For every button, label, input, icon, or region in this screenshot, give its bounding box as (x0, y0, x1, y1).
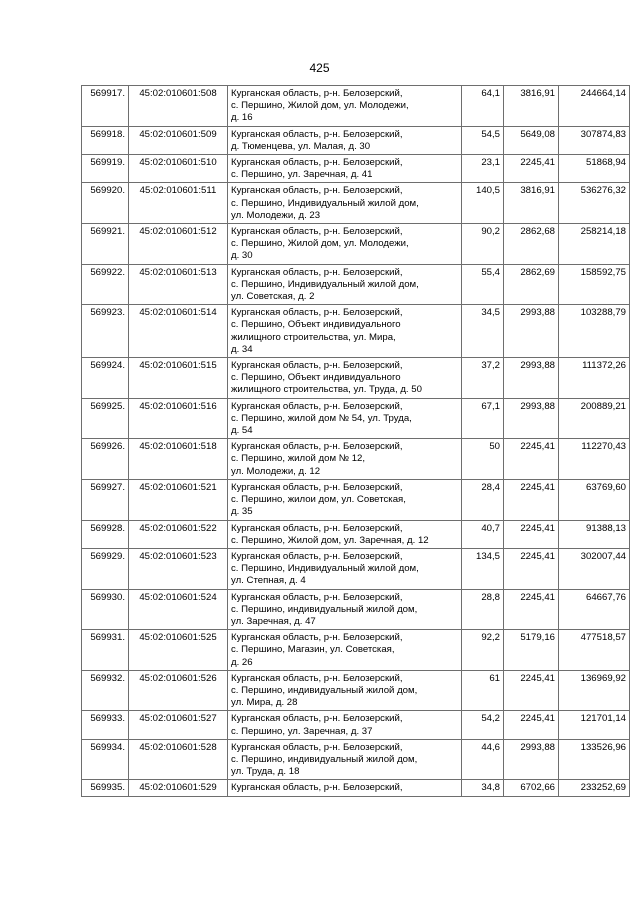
cadastral-value-cell: 200889,21 (559, 398, 630, 439)
cadastral-number-cell: 45:02:010601:526 (129, 670, 228, 711)
table-row (82, 305, 630, 358)
row-number-cell: 569927. (82, 479, 129, 520)
area-cell: 90,2 (462, 224, 504, 265)
row-number-cell: 569934. (82, 739, 129, 780)
table-row (82, 711, 630, 739)
address-line: Курганская область, р-н. Белозерский, (231, 782, 403, 794)
table-row (82, 548, 630, 589)
cadastral-value-cell: 477518,57 (559, 630, 630, 671)
table-row (82, 520, 630, 548)
row-number-cell: 569932. (82, 670, 129, 711)
table-row (82, 224, 630, 265)
table-row (82, 86, 630, 127)
address-line: Курганская область, р-н. Белозерский, (231, 591, 403, 603)
cadastral-number-cell: 45:02:010601:529 (129, 780, 228, 796)
address-line: Курганская область, р-н. Белозерский, (231, 400, 403, 412)
address-line: с. Першино, индивидуальный жилой дом, (231, 684, 418, 696)
address-line: с. Першино, индивидуальный жилой дом, (231, 603, 418, 615)
address-line: с. Першино, ул. Заречная, д. 41 (231, 169, 373, 181)
area-cell: 40,7 (462, 520, 504, 548)
area-cell: 34,8 (462, 780, 504, 796)
cadastral-value-cell: 63769,60 (559, 479, 630, 520)
row-number-cell: 569917. (82, 86, 129, 127)
address-line: Курганская область, р-н. Белозерский, (231, 481, 403, 493)
row-number-cell: 569924. (82, 358, 129, 399)
address-cell (228, 780, 462, 796)
cadastral-number-cell: 45:02:010601:514 (129, 305, 228, 358)
row-number-cell: 569929. (82, 548, 129, 589)
area-cell: 140,5 (462, 183, 504, 224)
address-cell (228, 711, 462, 739)
address-line: с. Першино, Магазин, ул. Советская, (231, 644, 395, 656)
address-line: с. Першино, Индивидуальный жилой дом, (231, 278, 419, 290)
row-number-cell: 569930. (82, 589, 129, 630)
cadastral-value-cell: 91388,13 (559, 520, 630, 548)
cadastral-value-cell: 244664,14 (559, 86, 630, 127)
address-line: д. 30 (231, 250, 253, 262)
address-line: жилищного строительства, ул. Мира, (231, 331, 396, 343)
address-line: с. Першино, Жилой дом, ул. Молодежи, (231, 238, 409, 250)
specific-value-cell: 2993,88 (504, 305, 559, 358)
table-body (82, 86, 630, 797)
row-number-cell: 569931. (82, 630, 129, 671)
row-number-cell: 569928. (82, 520, 129, 548)
cadastral-value-cell: 64667,76 (559, 589, 630, 630)
specific-value-cell: 5179,16 (504, 630, 559, 671)
row-number-cell: 569921. (82, 224, 129, 265)
row-number-cell: 569926. (82, 439, 129, 480)
address-line: Курганская область, р-н. Белозерский, (231, 741, 403, 753)
specific-value-cell: 6702,66 (504, 780, 559, 796)
address-line: с. Першино, Индивидуальный жилой дом, (231, 197, 419, 209)
cadastral-value-cell: 158592,75 (559, 264, 630, 305)
cadastral-number-cell: 45:02:010601:512 (129, 224, 228, 265)
row-number-cell: 569922. (82, 264, 129, 305)
address-cell (228, 86, 462, 127)
address-line: Курганская область, р-н. Белозерский, (231, 441, 403, 453)
specific-value-cell: 5649,08 (504, 126, 559, 154)
cadastral-number-cell: 45:02:010601:528 (129, 739, 228, 780)
address-line: д. 16 (231, 112, 253, 124)
page-number: 425 (309, 61, 330, 75)
address-line: ул. Труда, д. 18 (231, 766, 300, 778)
row-number-cell: 569925. (82, 398, 129, 439)
table-row (82, 670, 630, 711)
address-cell (228, 305, 462, 358)
area-cell: 134,5 (462, 548, 504, 589)
cadastral-number-cell: 45:02:010601:522 (129, 520, 228, 548)
address-line: ул. Молодежи, д. 23 (231, 209, 321, 221)
area-cell: 54,5 (462, 126, 504, 154)
area-cell: 61 (462, 670, 504, 711)
address-line: Курганская область, р-н. Белозерский, (231, 632, 403, 644)
address-cell (228, 670, 462, 711)
specific-value-cell: 2862,68 (504, 224, 559, 265)
address-line: ул. Советская, д. 2 (231, 291, 315, 303)
cadastral-value-cell: 51868,94 (559, 155, 630, 183)
specific-value-cell: 2993,88 (504, 739, 559, 780)
table-row (82, 398, 630, 439)
address-line: с. Першино, индивидуальный жилой дом, (231, 753, 418, 765)
area-cell: 92,2 (462, 630, 504, 671)
specific-value-cell: 2245,41 (504, 670, 559, 711)
address-cell (228, 548, 462, 589)
cadastral-number-cell: 45:02:010601:515 (129, 358, 228, 399)
area-cell: 55,4 (462, 264, 504, 305)
specific-value-cell: 2862,69 (504, 264, 559, 305)
address-cell (228, 630, 462, 671)
area-cell: 23,1 (462, 155, 504, 183)
address-line: д. 35 (231, 506, 253, 518)
table-row (82, 479, 630, 520)
cadastral-value-cell: 111372,26 (559, 358, 630, 399)
address-cell (228, 589, 462, 630)
address-line: Курганская область, р-н. Белозерский, (231, 88, 403, 99)
address-cell (228, 520, 462, 548)
cadastral-value-cell: 536276,32 (559, 183, 630, 224)
address-line: с. Першино, жилой дом № 12, (231, 453, 366, 465)
row-number-cell: 569918. (82, 126, 129, 154)
cadastral-number-cell: 45:02:010601:509 (129, 126, 228, 154)
area-cell: 50 (462, 439, 504, 480)
specific-value-cell: 2245,41 (504, 589, 559, 630)
address-line: Курганская область, р-н. Белозерский, (231, 672, 403, 684)
address-line: с. Першино, ул. Заречная, д. 37 (231, 725, 373, 737)
specific-value-cell: 3816,91 (504, 183, 559, 224)
table-row (82, 630, 630, 671)
address-cell (228, 224, 462, 265)
specific-value-cell: 3816,91 (504, 86, 559, 127)
cadastral-value-cell: 136969,92 (559, 670, 630, 711)
area-cell: 44,6 (462, 739, 504, 780)
table-row (82, 264, 630, 305)
cadastral-number-cell: 45:02:010601:523 (129, 548, 228, 589)
address-line: Курганская область, р-н. Белозерский, (231, 307, 403, 319)
address-line: ул. Мира, д. 28 (231, 697, 298, 709)
cadastral-number-cell: 45:02:010601:513 (129, 264, 228, 305)
address-line: Курганская область, р-н. Белозерский, (231, 360, 403, 372)
cadastral-value-table (81, 85, 630, 797)
address-cell (228, 439, 462, 480)
address-line: д. Тюменцева, ул. Малая, д. 30 (231, 140, 371, 152)
address-cell (228, 183, 462, 224)
address-line: с. Першино, Объект индивидуального (231, 372, 401, 384)
address-line: д. 54 (231, 425, 253, 437)
specific-value-cell: 2245,41 (504, 479, 559, 520)
cadastral-value-cell: 233252,69 (559, 780, 630, 796)
address-line: Курганская область, р-н. Белозерский, (231, 522, 403, 534)
address-line: д. 26 (231, 656, 253, 668)
address-line: Курганская область, р-н. Белозерский, (231, 226, 403, 238)
area-cell: 37,2 (462, 358, 504, 399)
table-row (82, 739, 630, 780)
cadastral-number-cell: 45:02:010601:510 (129, 155, 228, 183)
cadastral-value-cell: 103288,79 (559, 305, 630, 358)
address-line: Курганская область, р-н. Белозерский, (231, 128, 403, 140)
address-line: с. Першино, Жилой дом, ул. Заречная, д. 12 (231, 534, 429, 546)
specific-value-cell: 2993,88 (504, 398, 559, 439)
cadastral-value-cell: 302007,44 (559, 548, 630, 589)
address-line: с. Першино, Жилой дом, ул. Молодежи, (231, 100, 409, 112)
table-row (82, 589, 630, 630)
area-cell: 34,5 (462, 305, 504, 358)
address-line: с. Першино, жилои дом, ул. Советская, (231, 494, 406, 506)
table-row (82, 183, 630, 224)
row-number-cell: 569919. (82, 155, 129, 183)
row-number-cell: 569920. (82, 183, 129, 224)
cadastral-number-cell: 45:02:010601:518 (129, 439, 228, 480)
address-line: ул. Заречная, д. 47 (231, 615, 316, 627)
cadastral-number-cell: 45:02:010601:508 (129, 86, 228, 127)
address-line: ул. Молодежи, д. 12 (231, 465, 321, 477)
table-row (82, 780, 630, 796)
specific-value-cell: 2245,41 (504, 155, 559, 183)
address-line: д. 34 (231, 343, 253, 355)
cadastral-number-cell: 45:02:010601:511 (129, 183, 228, 224)
address-cell (228, 479, 462, 520)
row-number-cell: 569933. (82, 711, 129, 739)
cadastral-value-cell: 112270,43 (559, 439, 630, 480)
table-row (82, 439, 630, 480)
address-line: с. Першино, Индивидуальный жилой дом, (231, 563, 419, 575)
address-cell (228, 398, 462, 439)
address-line: с. Першино, жилой дом № 54, ул. Труда, (231, 412, 412, 424)
cadastral-value-cell: 121701,14 (559, 711, 630, 739)
table-row (82, 155, 630, 183)
address-cell (228, 264, 462, 305)
row-number-cell: 569923. (82, 305, 129, 358)
cadastral-number-cell: 45:02:010601:525 (129, 630, 228, 671)
specific-value-cell: 2245,41 (504, 439, 559, 480)
address-line: Курганская область, р-н. Белозерский, (231, 550, 403, 562)
cadastral-value-cell: 133526,96 (559, 739, 630, 780)
cadastral-value-cell: 258214,18 (559, 224, 630, 265)
cadastral-number-cell: 45:02:010601:527 (129, 711, 228, 739)
area-cell: 67,1 (462, 398, 504, 439)
area-cell: 64,1 (462, 86, 504, 127)
specific-value-cell: 2245,41 (504, 548, 559, 589)
row-number-cell: 569935. (82, 780, 129, 796)
address-cell (228, 358, 462, 399)
specific-value-cell: 2245,41 (504, 711, 559, 739)
address-line: ул. Степная, д. 4 (231, 575, 306, 587)
cadastral-number-cell: 45:02:010601:521 (129, 479, 228, 520)
address-line: жилищного строительства, ул. Труда, д. 50 (231, 384, 422, 396)
specific-value-cell: 2993,88 (504, 358, 559, 399)
address-line: Курганская область, р-н. Белозерский, (231, 266, 403, 278)
address-line: Курганская область, р-н. Белозерский, (231, 185, 403, 197)
address-line: Курганская область, р-н. Белозерский, (231, 157, 403, 169)
specific-value-cell: 2245,41 (504, 520, 559, 548)
area-cell: 28,4 (462, 479, 504, 520)
cadastral-number-cell: 45:02:010601:516 (129, 398, 228, 439)
address-cell (228, 739, 462, 780)
address-cell (228, 126, 462, 154)
address-cell (228, 155, 462, 183)
area-cell: 28,8 (462, 589, 504, 630)
cadastral-value-cell: 307874,83 (559, 126, 630, 154)
address-line: Курганская область, р-н. Белозерский, (231, 713, 403, 725)
table-row (82, 126, 630, 154)
address-line: с. Першино, Объект индивидуального (231, 319, 401, 331)
area-cell: 54,2 (462, 711, 504, 739)
table-row (82, 358, 630, 399)
cadastral-number-cell: 45:02:010601:524 (129, 589, 228, 630)
